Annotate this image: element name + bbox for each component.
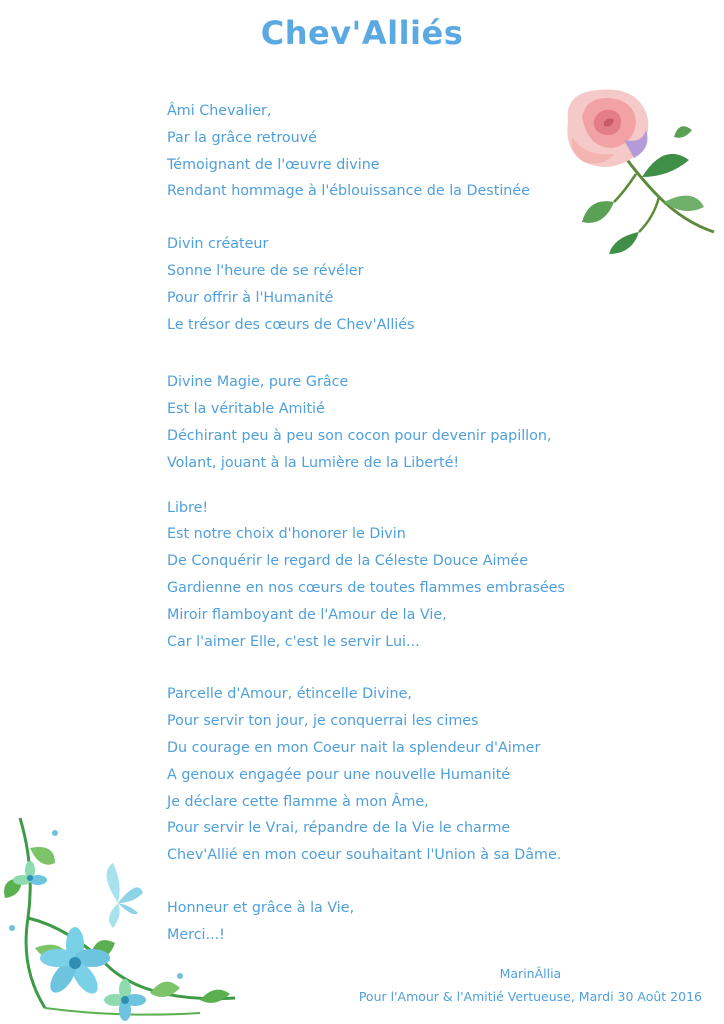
dedication-line: Pour l'Amour & l'Amitié Vertueuse, Mardi 30 Août 2016 xyxy=(358,989,702,1004)
stanza-2 xyxy=(167,231,667,338)
poem-line: Témoignant de l'œuvre divine xyxy=(167,156,380,173)
page-title: Chev'Alliés xyxy=(260,14,464,52)
poem-line: Est notre choix d'honorer le Divin xyxy=(167,526,406,543)
floral-ornament xyxy=(0,808,245,1024)
poem-line: Chev'Allié en mon coeur souhaitant l'Union à sa Dâme. xyxy=(167,847,562,864)
poem-line: Je déclare cette flamme à mon Âme, xyxy=(167,793,429,810)
poem-line: Divin créateur xyxy=(167,236,269,253)
poem-line: De Conquérir le regard de la Céleste Douce Aimée xyxy=(167,553,529,570)
poem-line: Pour servir ton jour, je conquerrai les cimes xyxy=(167,713,479,730)
poem-line: Par la grâce retrouvé xyxy=(167,129,317,146)
poem-line: Déchirant peu à peu son cocon pour devenir papillon, xyxy=(167,427,552,444)
stanza-4 xyxy=(167,495,667,656)
author-name: MarinÂllia xyxy=(499,966,562,981)
poem-line: Gardienne en nos cœurs de toutes flammes embrasées xyxy=(167,579,565,596)
poem-line: Libre! xyxy=(167,499,209,516)
poem-line: Du courage en mon Coeur nait la splendeur d'Aimer xyxy=(167,739,541,756)
poem-line: Volant, jouant à la Lumière de la Liberté! xyxy=(167,454,460,471)
poem-line: Car l'aimer Elle, c'est le servir Lui... xyxy=(167,633,420,650)
poem-line: Divine Magie, pure Grâce xyxy=(167,374,349,391)
poem-line: Sonne l'heure de se révéler xyxy=(167,262,364,279)
poem-line: A genoux engagée pour une nouvelle Humanité xyxy=(167,766,511,783)
signature xyxy=(359,962,702,1008)
stanza-3 xyxy=(167,369,667,476)
poem-line: Le trésor des cœurs de Chev'Alliés xyxy=(167,316,415,333)
poem-line: Âmi Chevalier, xyxy=(167,103,272,119)
poem-line: Parcelle d'Amour, étincelle Divine, xyxy=(167,686,412,703)
poem-line: Pour offrir à l'Humanité xyxy=(167,289,334,306)
poem-line: Honneur et grâce à la Vie, xyxy=(167,899,355,916)
poem-line: Rendant hommage à l'éblouissance de la Destinée xyxy=(167,183,530,200)
poem-line: Est la véritable Amitié xyxy=(167,401,325,418)
poem-line: Miroir flamboyant de l'Amour de la Vie, xyxy=(167,606,447,623)
poem-line: Merci...! xyxy=(167,926,225,943)
poem-line: Pour servir le Vrai, répandre de la Vie le charme xyxy=(167,820,511,837)
stanza-1 xyxy=(167,98,667,205)
